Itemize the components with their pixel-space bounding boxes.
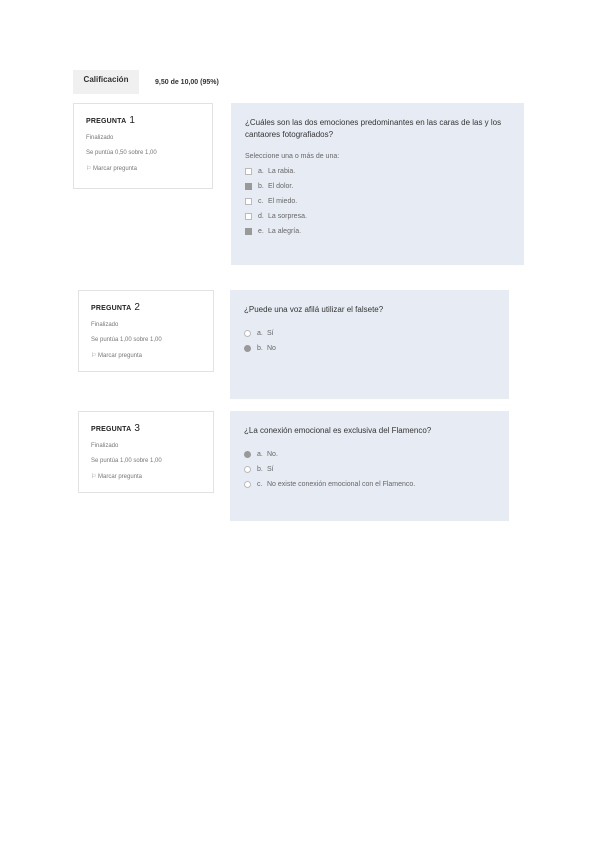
question-1-option-b[interactable]: b. El dolor.	[245, 183, 510, 190]
grade-label: Calificación	[73, 70, 139, 94]
question-2-panel	[230, 290, 509, 399]
radio[interactable]	[244, 345, 251, 352]
question-3-option-c[interactable]: c. No existe conexión emocional con el Flamenco.	[244, 481, 495, 488]
question-1-title: PREGUNTA 1	[86, 115, 136, 126]
checkbox[interactable]	[245, 168, 252, 175]
checkbox[interactable]	[245, 213, 252, 220]
question-1-option-e[interactable]: e. La alegría.	[245, 228, 510, 235]
question-2-title: PREGUNTA 2	[91, 302, 141, 313]
radio[interactable]	[244, 451, 251, 458]
question-1-option-d[interactable]: d. La sorpresa.	[245, 213, 510, 220]
question-1-option-c[interactable]: c. El miedo.	[245, 198, 510, 205]
question-1-prompt: Seleccione una o más de una:	[245, 153, 340, 160]
question-1-info	[73, 103, 213, 189]
question-2-text: ¿Puede una voz afilá utilizar el falsete?	[244, 305, 384, 314]
question-1-score: Se puntúa 0,50 sobre 1,00	[86, 150, 157, 156]
question-3-info	[78, 411, 214, 493]
grade-value: 9,50 de 10,00 (95%)	[155, 79, 219, 86]
question-1-option-a[interactable]: a. La rabia.	[245, 168, 510, 175]
question-1-text: ¿Cuáles son las dos emociones predominantes en las caras de las y los cantaores fotografiados?	[245, 118, 502, 139]
question-3-option-a[interactable]: a. No.	[244, 451, 495, 458]
question-1-flag-button[interactable]: ⚐ Marcar pregunta	[86, 166, 138, 172]
question-3-panel	[230, 411, 509, 521]
flag-icon: ⚐	[91, 474, 97, 480]
question-3-status: Finalizado	[91, 443, 119, 449]
question-3-option-b[interactable]: b. Sí	[244, 466, 495, 473]
question-2-option-a[interactable]: a. Sí	[244, 330, 495, 337]
question-3-title: PREGUNTA 3	[91, 423, 141, 434]
question-1-panel	[231, 103, 524, 265]
checkbox[interactable]	[245, 183, 252, 190]
question-2-status: Finalizado	[91, 322, 119, 328]
radio[interactable]	[244, 481, 251, 488]
question-3-score: Se puntúa 1,00 sobre 1,00	[91, 458, 162, 464]
question-3-text: ¿La conexión emocional es exclusiva del Flamenco?	[244, 426, 432, 435]
question-2-score: Se puntúa 1,00 sobre 1,00	[91, 337, 162, 343]
radio[interactable]	[244, 330, 251, 337]
radio[interactable]	[244, 466, 251, 473]
question-2-option-b[interactable]: b. No	[244, 345, 495, 352]
checkbox[interactable]	[245, 228, 252, 235]
checkbox[interactable]	[245, 198, 252, 205]
question-2-flag-button[interactable]: ⚐ Marcar pregunta	[91, 353, 143, 359]
flag-icon: ⚐	[91, 353, 97, 359]
question-3-flag-button[interactable]: ⚐ Marcar pregunta	[91, 474, 143, 480]
question-2-info	[78, 290, 214, 372]
question-1-status: Finalizado	[86, 135, 114, 141]
flag-icon: ⚐	[86, 166, 92, 172]
